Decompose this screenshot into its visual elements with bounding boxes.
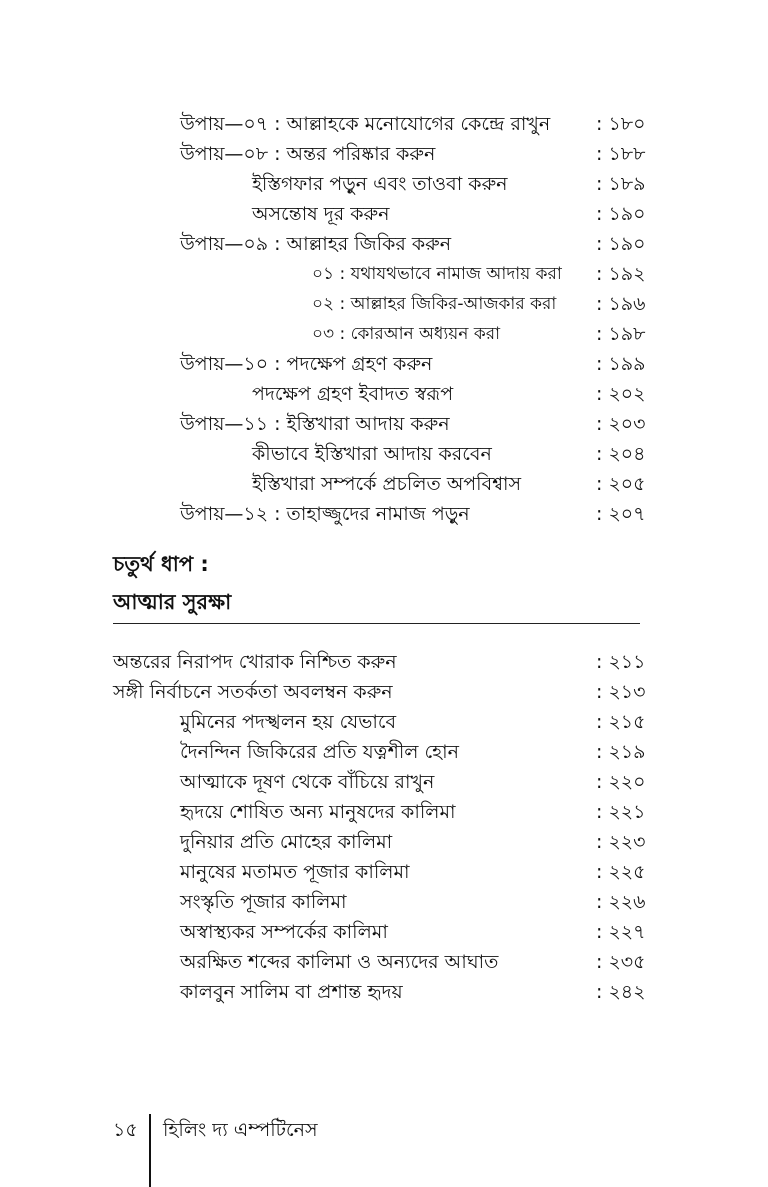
toc-entry-page: : ২২০ <box>596 771 646 793</box>
toc-entry-text[interactable]: কীভাবে ইস্তিখারা আদায় করবেন <box>252 443 492 465</box>
toc-entry-text[interactable]: ইস্তিখারা সম্পর্কে প্রচলিত অপবিশ্বাস <box>252 473 522 495</box>
toc-entry-page: : ২০২ <box>596 383 646 405</box>
toc-entry-page: : ২২৬ <box>596 891 646 913</box>
toc-entry-text[interactable]: অন্তরের নিরাপদ খোরাক নিশ্চিত করুন <box>113 651 397 673</box>
toc-entry-text[interactable]: উপায়—০৯ : আল্লাহর জিকির করুন <box>180 233 452 255</box>
footer-divider <box>149 1114 151 1187</box>
section-divider <box>113 623 640 624</box>
toc-entry-text[interactable]: মানুষের মতামত পূজার কালিমা <box>180 861 410 883</box>
toc-entry-page: : ২১১ <box>596 651 646 673</box>
toc-entry-text[interactable]: আত্মাকে দূষণ থেকে বাঁচিয়ে রাখুন <box>180 771 435 793</box>
toc-entry-text[interactable]: ইস্তিগফার পড়ুন এবং তাওবা করুন <box>252 173 508 195</box>
toc-entry-page: : ২২৭ <box>596 921 646 943</box>
toc-entry-page: : ১৯৮ <box>596 323 646 345</box>
toc-entry-text[interactable]: হৃদয়ে শোষিত অন্য মানুষদের কালিমা <box>180 801 456 823</box>
toc-entry-text[interactable]: অসন্তোষ দূর করুন <box>252 203 390 225</box>
toc-entry-text[interactable]: অস্বাস্থ্যকর সম্পর্কের কালিমা <box>180 921 388 943</box>
toc-entry-page: : ২৩৫ <box>596 951 646 973</box>
toc-entry-page: : ২১৩ <box>596 681 646 703</box>
toc-entry-page: : ২০৭ <box>596 503 646 525</box>
toc-entry-page: : ১৯২ <box>596 263 646 285</box>
toc-entry-page: : ১৯৬ <box>596 293 646 315</box>
toc-entry-page: : ২২১ <box>596 801 646 823</box>
toc-entry-text[interactable]: মুমিনের পদস্খলন হয় যেভাবে <box>180 711 397 733</box>
toc-entry-page: : ১৮৯ <box>596 173 646 195</box>
toc-entry-page: : ২৪২ <box>596 981 646 1003</box>
toc-entry-page: : ১৯০ <box>596 233 646 255</box>
toc-entry-text[interactable]: ০২ : আল্লাহর জিকির-আজকার করা <box>312 294 557 314</box>
toc-entry-page: : ২২৩ <box>596 831 646 853</box>
footer-book-title: হিলিং দ্য এম্পটিনেস <box>163 1119 318 1141</box>
toc-entry-page: : ১৮৮ <box>596 143 646 165</box>
toc-entry-page: : ১৯০ <box>596 203 646 225</box>
toc-entry-page: : ২১৫ <box>596 711 646 733</box>
toc-entry-page: : ২২৫ <box>596 861 646 883</box>
toc-entry-page: : ১৯৯ <box>596 353 646 375</box>
toc-entry-text[interactable]: উপায়—১০ : পদক্ষেপ গ্রহণ করুন <box>180 353 433 375</box>
toc-entry-page: : ২০৩ <box>596 413 646 435</box>
toc-entry-text[interactable]: উপায়—১২ : তাহাজ্জুদের নামাজ পড়ুন <box>180 503 470 525</box>
toc-entry-text[interactable]: সঙ্গী নির্বাচনে সতর্কতা অবলম্বন করুন <box>113 681 393 703</box>
toc-entry-page: : ২০৪ <box>596 443 646 465</box>
toc-entry-text[interactable]: ০৩ : কোরআন অধ্যয়ন করা <box>312 324 501 344</box>
toc-entry-text[interactable]: কালবুন সালিম বা প্রশান্ত হৃদয় <box>180 981 403 1003</box>
toc-entry-text[interactable]: উপায়—০৭ : আল্লাহকে মনোযোগের কেন্দ্রে রাখুন <box>180 113 551 135</box>
toc-entry-page: : ২১৯ <box>596 741 646 763</box>
toc-entry-text[interactable]: উপায়—০৮ : অন্তর পরিষ্কার করুন <box>180 143 436 165</box>
toc-entry-text[interactable]: দুনিয়ার প্রতি মোহের কালিমা <box>180 831 393 853</box>
toc-entry-text[interactable]: অরক্ষিত শব্দের কালিমা ও অন্যদের আঘাত <box>180 951 499 973</box>
toc-entry-text[interactable]: সংস্কৃতি পূজার কালিমা <box>180 891 347 913</box>
section-step-label: চতুর্থ ধাপ : <box>113 552 209 576</box>
section-title: আত্মার সুরক্ষা <box>113 590 232 614</box>
toc-entry-page: : ২০৫ <box>596 473 646 495</box>
toc-entry-text[interactable]: পদক্ষেপ গ্রহণ ইবাদত স্বরূপ <box>252 383 454 405</box>
toc-entry-text[interactable]: ০১ : যথাযথভাবে নামাজ আদায় করা <box>312 264 562 284</box>
footer-page-number: ১৫ <box>113 1119 138 1141</box>
toc-entry-text[interactable]: উপায়—১১ : ইস্তিখারা আদায় করুন <box>180 413 450 435</box>
toc-entry-page: : ১৮০ <box>596 113 646 135</box>
toc-entry-text[interactable]: দৈনন্দিন জিকিরের প্রতি যত্নশীল হোন <box>180 741 460 763</box>
